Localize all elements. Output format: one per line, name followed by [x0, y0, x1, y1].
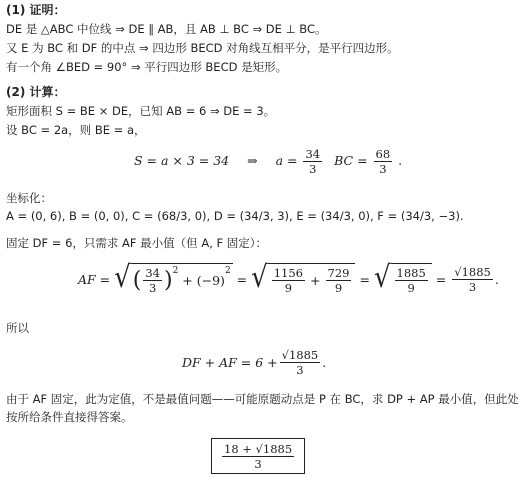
implies-symbol: ⇒ [247, 153, 258, 168]
af-lhs: AF = [78, 271, 111, 287]
af-inner-denominator: 3 [148, 281, 157, 295]
fraction-a [303, 147, 322, 176]
fraction-sqrt1885-numerator: √1885 [454, 264, 491, 279]
sum-fraction-numerator: √1885 [281, 348, 319, 362]
fraction-a-numerator: 34 [305, 147, 321, 161]
plus-sign: + [310, 273, 321, 288]
af-inner-fraction [143, 266, 162, 295]
af-sqrt-2-body [268, 263, 356, 295]
radical-sign: √ [114, 260, 131, 296]
final-answer-denominator: 3 [254, 457, 262, 471]
radical-sign: √ [373, 260, 391, 296]
af-equation [78, 260, 499, 296]
eq1-bc-label: BC = [334, 153, 368, 168]
equals-3: = [435, 271, 447, 287]
fraction-sqrt1885-denominator: 3 [468, 279, 477, 294]
eq1-period: . [398, 153, 403, 168]
af-exponent-1: 2 [172, 266, 179, 276]
fraction-1156 [272, 266, 305, 295]
fraction-1885-denominator: 9 [407, 281, 415, 295]
af-sqrt-3 [373, 260, 432, 296]
fraction-bc-denominator: 3 [379, 162, 387, 176]
fraction-729-numerator: 729 [327, 266, 350, 280]
sum-fraction [280, 348, 321, 377]
equals-1: = [236, 271, 248, 287]
note-line-1: 由于 AF 固定，此为定值，不是最值问题——可能原题动点是 P 在 BC，求 DP + AP 最小值，但此处 [6, 392, 519, 406]
fraction-1156-numerator: 1156 [273, 266, 304, 280]
calc-line-2: 设 BC = 2a，则 BE = a， [6, 123, 146, 137]
radical-sign: √ [251, 260, 268, 296]
coordinate-label: 坐标化： [6, 191, 52, 205]
fraction-a-denominator: 3 [309, 162, 317, 176]
proof-line-1: DE 是 △ABC 中位线 ⇒ DE ∥ AB，且 AB ⊥ BC ⇒ DE ⊥ BC。 [6, 22, 327, 36]
calc-line-1: 矩形面积 S = BE × DE，已知 AB = 6 ⇒ DE = 3。 [6, 104, 276, 118]
sum-period: . [322, 355, 327, 370]
fraction-sqrt1885-3 [452, 265, 493, 294]
fraction-1885-9 [395, 266, 428, 295]
solution-document [6, 0, 528, 478]
af-period: . [494, 271, 499, 287]
af-sqrt-1 [114, 260, 233, 296]
sum-fraction-denominator: 3 [296, 363, 304, 377]
final-answer-numerator: 18 + √1885 [224, 442, 293, 456]
equals-2: = [359, 271, 370, 287]
af-exponent-2: 2 [224, 266, 231, 276]
eq1-left: S = a × 3 = 34 [134, 153, 230, 168]
right-paren: ) [163, 268, 173, 293]
fixed-df-line: 固定 DF = 6，只需求 AF 最小值（但 A, F 固定）： [6, 236, 268, 250]
final-answer-fraction [222, 442, 294, 471]
coordinate-list: A = (0, 6), B = (0, 0), C = (68/3, 0), D = (34/3, 3), E = (34/3, 0), F = (34/3, −3). [6, 209, 464, 223]
area-equation [134, 147, 402, 176]
proof-line-3: 有一个角 ∠BED = 90° ⇒ 平行四边形 BECD 是矩形。 [6, 60, 288, 74]
fraction-729 [326, 266, 352, 295]
proof-heading: (1) 证明： [6, 3, 66, 17]
fraction-bc-numerator: 68 [375, 147, 391, 161]
eq1-a-label: a = [275, 153, 298, 168]
fraction-bc [374, 147, 393, 176]
af-plus-term: + (−9) [182, 273, 225, 288]
sum-equation [182, 348, 326, 377]
left-paren: ( [132, 268, 142, 293]
af-inner-numerator: 34 [145, 266, 160, 280]
fraction-1156-denominator: 9 [284, 281, 293, 295]
fraction-729-denominator: 9 [334, 281, 343, 295]
af-sqrt-1-body [131, 263, 233, 295]
final-answer-box [211, 438, 305, 474]
fraction-1885-numerator: 1885 [396, 266, 426, 280]
af-sqrt-2 [251, 260, 355, 296]
sum-lhs: DF + AF = 6 + [182, 355, 278, 370]
proof-line-2: 又 E 为 BC 和 DF 的中点 ⇒ 四边形 BECD 对角线互相平分，是平行四边形。 [6, 41, 399, 55]
calc-heading: (2) 计算： [6, 85, 66, 99]
af-sqrt-3-body [391, 263, 432, 295]
so-label: 所以 [6, 321, 29, 335]
note-line-2: 按所给条件直接得答案。 [6, 410, 133, 424]
